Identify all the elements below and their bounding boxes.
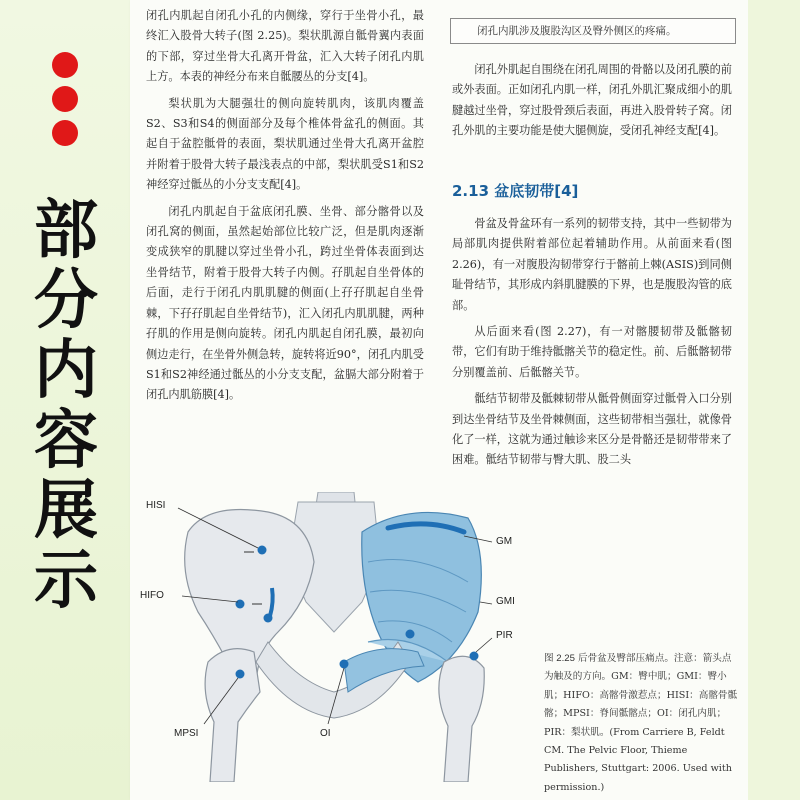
label-hisi: HISI bbox=[146, 500, 166, 511]
promo-title-char: 分 bbox=[34, 264, 98, 338]
label-oi: OI bbox=[320, 728, 331, 739]
label-pir: PIR bbox=[496, 630, 513, 641]
left-column bbox=[146, 6, 424, 412]
figure-caption bbox=[544, 650, 738, 797]
right-column-lower bbox=[452, 214, 732, 477]
paragraph: 梨状肌为大腿强壮的侧向旋转肌肉，该肌肉覆盖S2、S3和S4的侧面部分及每个椎体骨盆孔的侧面。其起自于盆腔骶骨的表面，梨状肌通过坐骨大孔离开盆腔并附着于股骨大转子最浅表点的中部，梨状肌受S1和S2神经穿过骶丛的小分支支配[4]。 bbox=[146, 96, 424, 192]
promo-title-char: 内 bbox=[34, 334, 98, 408]
paragraph: 闭孔外肌起自围绕在闭孔周围的骨骼以及闭孔膜的前或外表面。正如闭孔内肌一样，闭孔外肌汇聚成细小的肌腱越过坐骨，穿过股骨颈后表面，再进入股骨转子窝。闭孔外肌的主要功能是使大腿侧旋，受闭孔神经支配[4]。 bbox=[452, 63, 732, 138]
label-gmi: GMI bbox=[496, 596, 515, 607]
background-edge bbox=[748, 0, 800, 800]
caption-number: 图 2.25 bbox=[544, 653, 575, 664]
promo-title-char: 展 bbox=[34, 474, 98, 548]
promo-title-char: 示 bbox=[34, 544, 98, 618]
paragraph: 闭孔内肌起自于盆底闭孔膜、坐骨、部分髂骨以及闭孔窝的侧面，虽然起始部位比较广泛，但是肌肉逐渐变成狭窄的肌腱以穿过坐骨小孔，跨过坐骨体表面到达坐骨结节，附着于股骨大转子内侧。孖肌起自坐骨体的后面，走行于闭孔内肌肌腱的侧面(上孖孖肌起自坐骨棘，下孖孖肌起自坐骨结节)，汇入闭孔内肌肌腱，两种孖肌的作用是侧向旋转。闭孔内肌起自闭孔膜，最初向侧边走行，在坐骨外侧急转，旋转将近90°，闭孔内肌受S1和S2神经通过骶丛的小分支支配，盆膈大部分附着于闭孔内肌筋膜[4]。 bbox=[146, 204, 424, 402]
caption-text: 后骨盆及臀部压痛点。注意：箭头点为触及的方向。GM：臀中肌；GMI：臀小肌；HIFO：高髂骨激惹点；HISI：高髂骨骶髂；MPSI：脊间骶髂点；OI：闭孔内肌；PIR：梨状肌。(From Carriere B, Feldt CM. The Pelvic Floor, Thieme Publishers, Stuttgart: 2006. Used with permission.) bbox=[544, 653, 738, 793]
red-dot-icon bbox=[52, 52, 78, 78]
label-hifo: HIFO bbox=[140, 590, 164, 601]
label-gm: GM bbox=[496, 536, 513, 547]
pelvis-figure bbox=[140, 492, 518, 782]
promo-title-char: 容 bbox=[34, 404, 98, 478]
red-dot-icon bbox=[52, 120, 78, 146]
red-dot-icon bbox=[52, 86, 78, 112]
paragraph: 从后面来看(图 2.27)，有一对髂腰韧带及骶髂韧带，它们有助于维持骶髂关节的稳定性。前、后骶髂韧带分别覆盖前、后骶髂关节。 bbox=[452, 325, 732, 379]
promo-title-char: 部 bbox=[34, 194, 98, 268]
paragraph: 骨盆及骨盆环有一系列的韧带支持，其中一些韧带为局部肌肉提供附着部位起着辅助作用。从前面来看(图 2.26)，有一对腹股沟韧带穿行于髂前上棘(ASIS)到同侧耻骨结节，其形成内斜肌腱膜的下界，也是腹股沟管的底部。 bbox=[452, 217, 732, 312]
right-column bbox=[452, 60, 732, 148]
paragraph: 骶结节韧带及骶棘韧带从骶骨侧面穿过骶骨入口分别到达坐骨结节及坐骨棘侧面，这些韧带相当强壮，就像骨化了一样，这就为通过触诊来区分是骨骼还是韧带带来了困难。骶结节韧带与臀大肌、股二头 bbox=[452, 392, 732, 467]
label-mpsi: MPSI bbox=[174, 728, 199, 739]
summary-box: 闭孔内肌涉及腹股沟区及臀外侧区的疼痛。 bbox=[450, 18, 736, 44]
pelvis-illustration bbox=[148, 492, 518, 782]
paragraph: 闭孔内肌起自闭孔小孔的内侧缘，穿行于坐骨小孔，最终汇入股骨大转子(图 2.25)。梨状肌源自骶骨翼内表面的下部，穿过坐骨大孔离开骨盆，汇入大转子闭孔内肌上方。本表的神经分布来自骶腰丛的分支[4]。 bbox=[146, 9, 424, 84]
book-page bbox=[130, 0, 748, 800]
promo-title bbox=[16, 196, 116, 616]
section-heading: 2.13 盆底韧带[4] bbox=[452, 182, 579, 200]
